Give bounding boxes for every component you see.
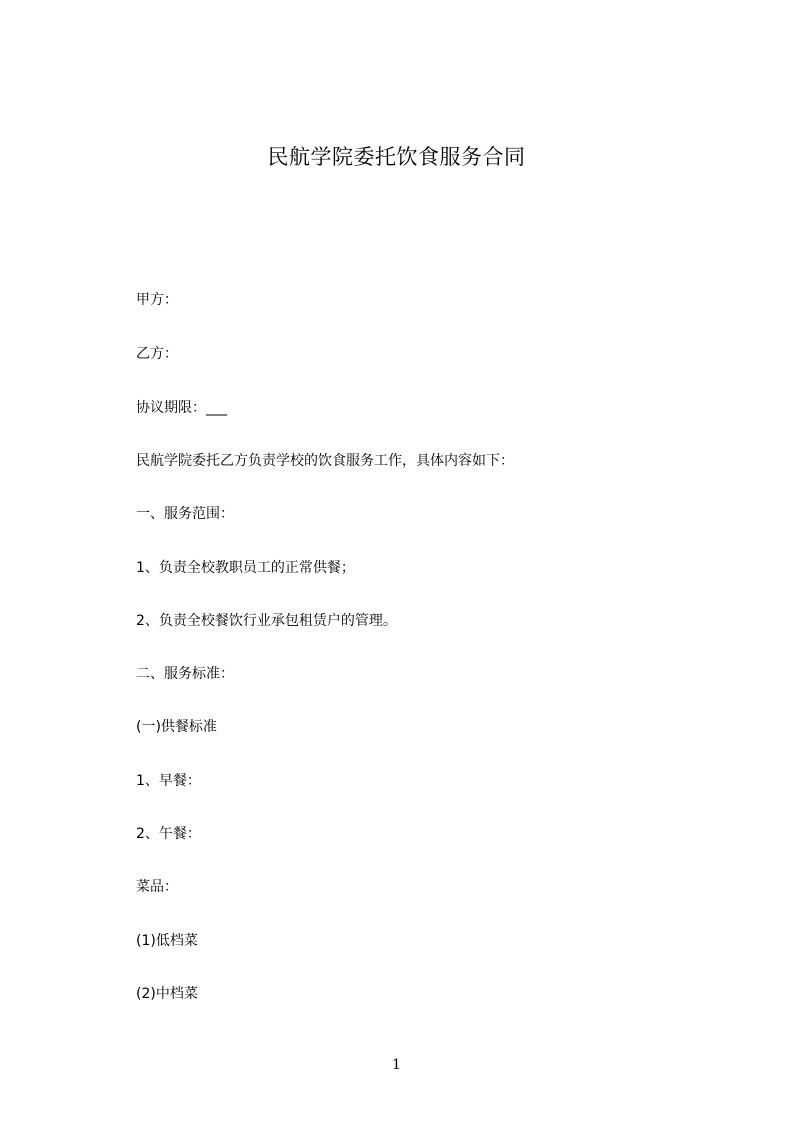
agreement-term-line: 协议期限：___ xyxy=(136,400,227,416)
dishes-label: 菜品： xyxy=(136,879,178,895)
section-heading-standards: 二、服务标准： xyxy=(136,666,234,682)
scope-item-2: 2、负责全校餐饮行业承包租赁户的管理。 xyxy=(136,613,397,629)
intro-paragraph: 民航学院委托乙方负责学校的饮食服务工作，具体内容如下： xyxy=(136,453,514,469)
scope-item-1: 1、负责全校教职员工的正常供餐； xyxy=(136,560,355,576)
subsection-heading-meal-standard: (一)供餐标准 xyxy=(136,719,217,735)
party-b-line: 乙方： xyxy=(136,346,178,362)
page-number: 1 xyxy=(392,1057,401,1073)
party-a-line: 甲方： xyxy=(136,292,178,308)
meal-item-lunch: 2、午餐： xyxy=(136,826,201,842)
meal-item-breakfast: 1、早餐： xyxy=(136,773,201,789)
section-heading-scope: 一、服务范围： xyxy=(136,506,234,522)
dish-item-low-grade: (1)低档菜 xyxy=(136,933,198,949)
dish-item-mid-grade: (2)中档菜 xyxy=(136,986,198,1002)
document-title: 民航学院委托饮食服务合同 xyxy=(267,145,526,169)
